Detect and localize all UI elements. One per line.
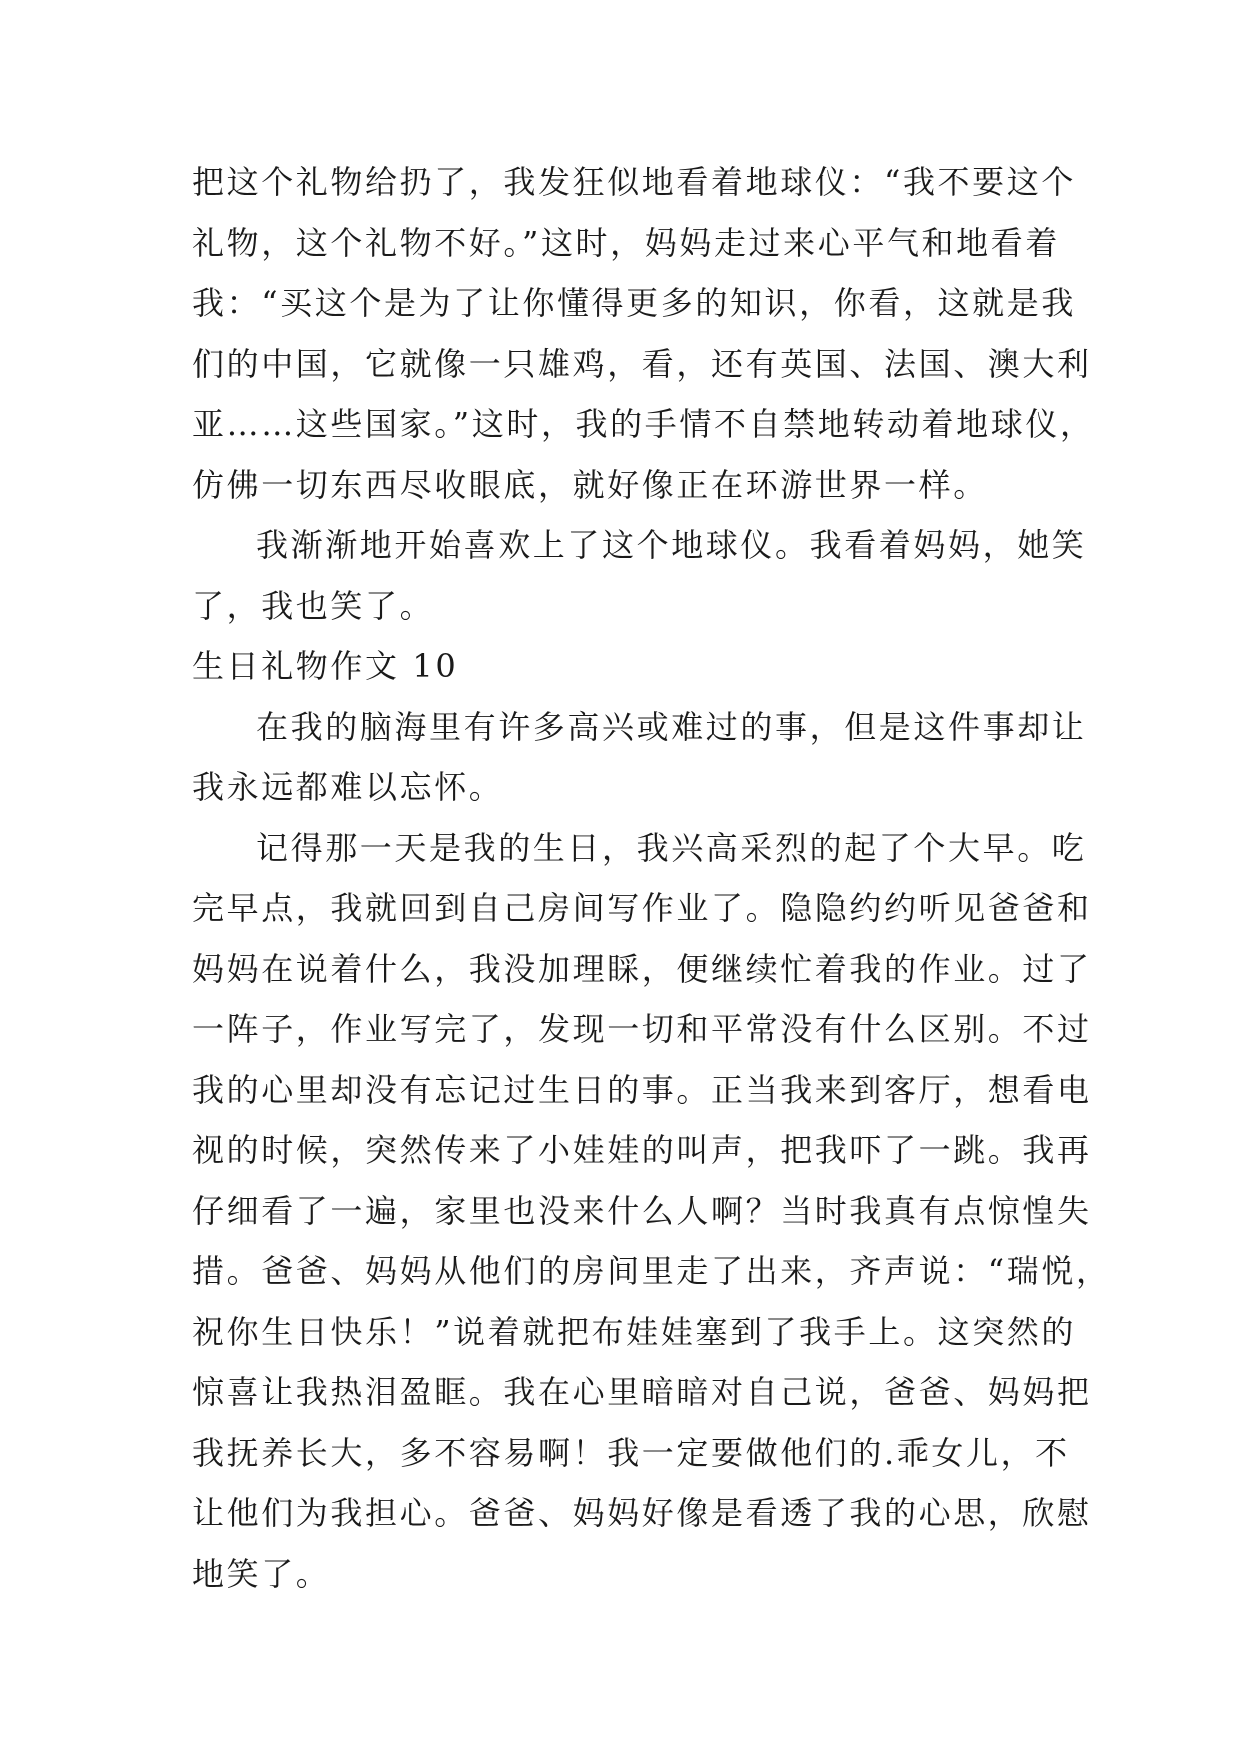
text-line: 一阵子，作业写完了，发现一切和平常没有什么区别。不过: [192, 1010, 1092, 1048]
text-line: 地笑了。: [192, 1554, 331, 1593]
text-line: 仔细看了一遍，家里也没来什么人啊？当时我真有点惊惶失: [192, 1191, 1092, 1230]
document-page: [192, 152, 1111, 1604]
text-line: 完早点，我就回到自己房间写作业了。隐隐约约听见爸爸和: [192, 889, 1092, 927]
paragraph-continued: [192, 152, 1095, 515]
paragraph-4: [192, 818, 1111, 1605]
text-line: 把这个礼物给扔了，我发狂似地看着地球仪：“我不要这个: [192, 163, 1076, 201]
text-line: 我渐渐地开始喜欢上了这个地球仪。我看着妈妈，她笑: [256, 526, 1087, 564]
text-line: 在我的脑海里有许多高兴或难过的事，但是这件事却让: [256, 707, 1087, 746]
text-line: 措。爸爸、妈妈从他们的房间里走了出来，齐声说：“瑞悦，: [192, 1252, 1111, 1290]
text-line: 我抚养长大，多不容易啊！我一定要做他们的.乖女儿，不: [192, 1433, 1070, 1472]
text-line: 我永远都难以忘怀。: [192, 768, 504, 806]
text-line: 们的中国，它就像一只雄鸡，看，还有英国、法国、澳大利: [192, 344, 1092, 383]
text-line: 妈妈在说着什么，我没加理睬，便继续忙着我的作业。过了: [192, 949, 1092, 988]
text-line: 我：“买这个是为了让你懂得更多的知识，你看，这就是我: [192, 284, 1076, 322]
text-line: 让他们为我担心。爸爸、妈妈好像是看透了我的心思，欣慰: [192, 1494, 1092, 1532]
text-line: 仿佛一切东西尽收眼底，就好像正在环游世界一样。: [192, 465, 988, 504]
text-line: 礼物，这个礼物不好。”这时，妈妈走过来心平气和地看着: [192, 223, 1060, 262]
text-line: 记得那一天是我的生日，我兴高采烈的起了个大早。吃: [256, 828, 1087, 867]
text-line: 我的心里却没有忘记过生日的事。正当我来到客厅，想看电: [192, 1070, 1092, 1109]
text-line: 祝你生日快乐！”说着就把布娃娃塞到了我手上。这突然的: [192, 1312, 1076, 1351]
text-line: 惊喜让我热泪盈眶。我在心里暗暗对自己说，爸爸、妈妈把: [192, 1373, 1092, 1411]
paragraph-3: [192, 697, 1087, 818]
text-line: 视的时候，突然传来了小娃娃的叫声，把我吓了一跳。我再: [192, 1131, 1092, 1169]
text-line: 亚……这些国家。”这时，我的手情不自禁地转动着地球仪，: [192, 405, 1095, 443]
text-line: 了，我也笑了。: [192, 586, 435, 625]
paragraph-2: [192, 515, 1087, 636]
section-title: 生日礼物作文 10: [192, 647, 459, 685]
